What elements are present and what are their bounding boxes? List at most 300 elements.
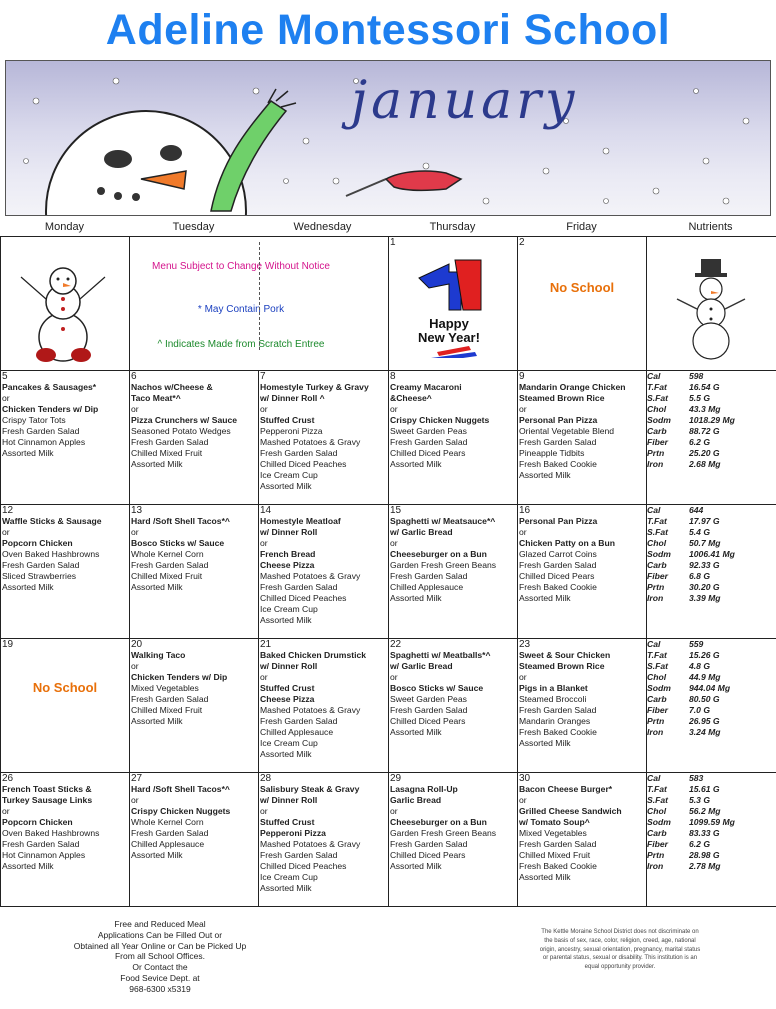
calendar-day: [389, 505, 518, 639]
menu-item: Grilled Cheese Sandwich: [519, 806, 622, 816]
menu-item: or: [2, 527, 10, 537]
menu-item: w/ Garlic Bread: [390, 527, 453, 537]
calendar-day: [389, 773, 518, 907]
menu-item: or: [2, 806, 10, 816]
nutrient-value: 56.2 Mg: [689, 806, 721, 816]
menu-item: Assorted Milk: [131, 850, 183, 860]
menu-item: Pizza Crunchers w/ Sauce: [131, 415, 238, 425]
menu-item: Mandarin Orange Chicken: [519, 382, 626, 392]
menu-item: French Bread: [260, 549, 316, 559]
menu-item: Chilled Mixed Fruit: [519, 850, 591, 860]
footer-line: or parental status, sexual or disability. This institution is an: [542, 955, 698, 962]
calendar-day: [518, 371, 647, 505]
menu-item: Mashed Potatoes & Gravy: [260, 571, 361, 581]
menu-item: Sweet Garden Peas: [390, 426, 467, 436]
nutrient-label: Fiber: [647, 437, 669, 447]
nutrient-value: 1018.29 Mg: [689, 415, 735, 425]
calendar-day: [259, 773, 389, 907]
menu-item: Chilled Diced Pears: [390, 716, 466, 726]
nutrient-value: 598: [689, 371, 704, 381]
day-number: 27: [131, 773, 143, 784]
menu-item: Fresh Garden Salad: [131, 828, 209, 838]
day-number: 13: [131, 505, 143, 516]
menu-item: Salisbury Steak & Gravy: [260, 784, 360, 794]
menu-item: Sweet Garden Peas: [390, 694, 467, 704]
menu-item: Chilled Diced Peaches: [260, 459, 347, 469]
footer-line: The Kettle Moraine School District does not discriminate on: [541, 929, 699, 935]
menu-item: Homestyle Turkey & Gravy: [260, 382, 369, 392]
snowman-cell: [1, 237, 130, 371]
day-header: Thursday: [429, 221, 476, 233]
day-number: 26: [2, 773, 14, 784]
menu-notes: [130, 237, 389, 371]
nutrient-label: Sodm: [647, 817, 671, 827]
note-pork: * May Contain Pork: [197, 304, 285, 315]
menu-item: w/ Dinner Roll: [260, 795, 318, 805]
nondiscrimination-statement: [505, 928, 735, 972]
menu-item: or: [519, 404, 527, 414]
day-header: Monday: [44, 221, 85, 233]
nutrient-label: Chol: [647, 404, 667, 414]
menu-item: or: [390, 538, 398, 548]
menu-item: Assorted Milk: [390, 727, 442, 737]
nutrient-value: 6.2 G: [689, 437, 711, 447]
menu-item: Steamed Broccoli: [519, 694, 587, 704]
nutrient-list: [647, 505, 776, 639]
menu-item: Spaghetti w/ Meatballs*^: [390, 650, 491, 660]
menu-item: Fresh Garden Salad: [519, 705, 597, 715]
no-school-label: No School: [32, 680, 98, 695]
calendar-day: [518, 639, 647, 773]
nutrient-label: S.Fat: [647, 527, 669, 537]
menu-item: Assorted Milk: [390, 459, 442, 469]
footer-line: equal opportunity provider.: [584, 964, 656, 971]
menu-item: Fresh Garden Salad: [519, 560, 597, 570]
menu-item: or: [260, 538, 268, 548]
day-number: 9: [519, 371, 525, 382]
menu-item: Bacon Cheese Burger*: [519, 784, 613, 794]
menu-item: Fresh Garden Salad: [519, 839, 597, 849]
nutrient-label: Cal: [647, 371, 661, 381]
menu-item: Pepperoni Pizza: [260, 828, 326, 838]
menu-item: &Cheese^: [390, 393, 432, 403]
day-number: 30: [519, 773, 531, 784]
menu-item: Fresh Garden Salad: [131, 560, 209, 570]
menu-item: Stuffed Crust: [260, 683, 315, 693]
menu-item: Chilled Mixed Fruit: [131, 571, 203, 581]
menu-item: Chilled Diced Pears: [519, 571, 595, 581]
nutrient-label: Chol: [647, 672, 667, 682]
menu-item: Assorted Milk: [131, 582, 183, 592]
menu-item: or: [390, 672, 398, 682]
calendar-day: [130, 505, 259, 639]
menu-item: Mashed Potatoes & Gravy: [260, 705, 361, 715]
day-number: 1: [390, 237, 396, 248]
day-number: 2: [519, 237, 525, 248]
day-number: 28: [260, 773, 272, 784]
menu-item: Waffle Sticks & Sausage: [2, 516, 102, 526]
nutrient-value: 944.04 Mg: [689, 683, 731, 693]
menu-item: Fresh Garden Salad: [131, 437, 209, 447]
new-year-line2: New Year!: [418, 330, 480, 345]
footer-line: Food Sevice Dept. at: [120, 972, 200, 983]
nutrient-value: 30.20 G: [689, 582, 720, 592]
menu-item: Hot Cinnamon Apples: [2, 850, 86, 860]
nutrient-value: 5.3 G: [689, 795, 711, 805]
nutrient-value: 1006.41 Mg: [689, 549, 735, 559]
menu-item: or: [131, 795, 139, 805]
nutrient-label: Fiber: [647, 705, 669, 715]
menu-item: Pigs in a Blanket: [519, 683, 588, 693]
day-header: Nutrients: [688, 221, 733, 233]
menu-item: Oriental Vegetable Blend: [519, 426, 615, 436]
calendar-day: [259, 505, 389, 639]
menu-item: Chilled Applesauce: [131, 839, 205, 849]
nutrient-label: Carb: [647, 560, 667, 570]
menu-item: Fresh Garden Salad: [131, 694, 209, 704]
nutrient-label: Sodm: [647, 683, 671, 693]
month-title: january: [351, 71, 579, 131]
nutrient-label: Iron: [647, 727, 664, 737]
footer-line: Obtained all Year Online or Can be Picked Up: [73, 940, 247, 951]
menu-item: w/ Garlic Bread: [390, 661, 453, 671]
menu-item: Chilled Mixed Fruit: [131, 705, 203, 715]
nutrient-value: 43.3 Mg: [689, 404, 721, 414]
calendar-day: [130, 773, 259, 907]
menu-item: Fresh Garden Salad: [260, 582, 338, 592]
menu-item: Pineapple Tidbits: [519, 448, 585, 458]
menu-item: Chilled Mixed Fruit: [131, 448, 203, 458]
no-school-label: No School: [549, 280, 615, 295]
menu-item: Chilled Diced Pears: [390, 448, 466, 458]
menu-item: Chilled Diced Pears: [390, 850, 466, 860]
menu-item: Ice Cream Cup: [260, 604, 318, 614]
menu-item: or: [131, 661, 139, 671]
note-change: Menu Subject to Change Without Notice: [152, 261, 330, 272]
menu-item: Assorted Milk: [519, 593, 571, 603]
nutrient-value: 3.39 Mg: [689, 593, 721, 603]
menu-item: Popcorn Chicken: [2, 538, 73, 548]
nutrient-label: Chol: [647, 538, 667, 548]
menu-item: Hard /Soft Shell Tacos*^: [131, 784, 230, 794]
footer-line: 968-6300 x5319: [129, 983, 191, 994]
menu-item: Whole Kernel Corn: [131, 549, 204, 559]
menu-item: Assorted Milk: [260, 883, 312, 893]
menu-item: Steamed Brown Rice: [519, 393, 605, 403]
menu-item: Mixed Vegetables: [519, 828, 587, 838]
nutrient-value: 17.97 G: [689, 516, 720, 526]
menu-item: Fresh Baked Cookie: [519, 582, 597, 592]
calendar-day: [1, 371, 130, 505]
nutrient-label: Sodm: [647, 549, 671, 559]
nutrient-label: Fiber: [647, 839, 669, 849]
nutrient-label: Carb: [647, 426, 667, 436]
nutrient-value: 5.5 G: [689, 393, 711, 403]
menu-item: w/ Dinner Roll: [260, 661, 318, 671]
menu-item: Garden Fresh Green Beans: [390, 560, 497, 570]
nutrient-value: 3.24 Mg: [689, 727, 721, 737]
menu-item: Assorted Milk: [519, 470, 571, 480]
nutrient-value: 16.54 G: [689, 382, 720, 392]
nutrient-list: [647, 773, 776, 907]
menu-item: Assorted Milk: [519, 872, 571, 882]
menu-item: Crispy Tator Tots: [2, 415, 66, 425]
nutrient-label: Prtn: [647, 716, 665, 726]
footer-line: the basis of sex, race, color, religion, creed, age, national: [544, 937, 696, 944]
menu-item: Fresh Garden Salad: [260, 716, 338, 726]
day-number: 12: [2, 505, 14, 516]
day-number: 20: [131, 639, 143, 650]
menu-item: Sweet & Sour Chicken: [519, 650, 611, 660]
nutrient-label: Chol: [647, 806, 667, 816]
snowman-icon: [1, 237, 129, 367]
day-number: 29: [390, 773, 402, 784]
nutrient-label: Prtn: [647, 850, 665, 860]
nutrient-label: Prtn: [647, 582, 665, 592]
nutrient-value: 1099.59 Mg: [689, 817, 735, 827]
day-header: Tuesday: [172, 221, 215, 233]
menu-item: Pancakes & Sausages*: [2, 382, 97, 392]
menu-item: Cheeseburger on a Bun: [390, 817, 487, 827]
nutrient-value: 644: [689, 505, 704, 515]
menu-item: Oven Baked Hashbrowns: [2, 828, 100, 838]
menu-item: Seasoned Potato Wedges: [131, 426, 231, 436]
menu-item: Personal Pan Pizza: [519, 516, 598, 526]
calendar-day: [389, 371, 518, 505]
calendar-day: [1, 773, 130, 907]
nutrient-value: 25.20 G: [689, 448, 720, 458]
calendar-day: [259, 371, 389, 505]
menu-item: Assorted Milk: [519, 738, 571, 748]
nutrient-label: Prtn: [647, 448, 665, 458]
menu-item: Chilled Applesauce: [260, 727, 334, 737]
menu-item: Fresh Garden Salad: [519, 437, 597, 447]
menu-item: Creamy Macaroni: [390, 382, 462, 392]
menu-item: or: [131, 404, 139, 414]
menu-item: Personal Pan Pizza: [519, 415, 598, 425]
nutrient-value: 4.8 G: [689, 661, 711, 671]
footer-line: origin, ancestry, sexual orientation, pregnancy, marital status: [539, 946, 701, 953]
nutrient-value: 88.72 G: [689, 426, 720, 436]
menu-item: or: [260, 806, 268, 816]
nutrient-value: 15.26 G: [689, 650, 720, 660]
menu-item: Nachos w/Cheese &: [131, 382, 213, 392]
menu-item: or: [260, 672, 268, 682]
menu-item: w/ Dinner Roll: [260, 527, 318, 537]
menu-item: Cheese Pizza: [260, 560, 315, 570]
menu-item: Fresh Garden Salad: [260, 448, 338, 458]
january-banner: [5, 60, 771, 216]
menu-item: Fresh Garden Salad: [390, 705, 468, 715]
menu-item: Assorted Milk: [390, 593, 442, 603]
menu-item: Assorted Milk: [260, 481, 312, 491]
menu-item: Cheese Pizza: [260, 694, 315, 704]
menu-item: Steamed Brown Rice: [519, 661, 605, 671]
nutrient-label: T.Fat: [647, 650, 667, 660]
menu-item: Whole Kernel Corn: [131, 817, 204, 827]
nutrient-value: 7.0 G: [689, 705, 711, 715]
nutrient-value: 83.33 G: [689, 828, 720, 838]
menu-item: Hot Cinnamon Apples: [2, 437, 86, 447]
nutrient-label: S.Fat: [647, 393, 669, 403]
menu-item: Garlic Bread: [390, 795, 442, 805]
menu-item: Assorted Milk: [2, 448, 54, 458]
menu-item: Ice Cream Cup: [260, 738, 318, 748]
menu-item: w/ Dinner Roll ^: [260, 393, 325, 403]
nutrient-value: 583: [689, 773, 704, 783]
menu-item: Fresh Garden Salad: [2, 426, 80, 436]
menu-item: Walking Taco: [131, 650, 186, 660]
nutrient-label: Iron: [647, 593, 664, 603]
nutrient-value: 559: [689, 639, 704, 649]
menu-item: Crispy Chicken Nuggets: [131, 806, 231, 816]
menu-item: or: [519, 795, 527, 805]
menu-item: or: [131, 527, 139, 537]
menu-item: or: [519, 672, 527, 682]
menu-item: Baked Chicken Drumstick: [260, 650, 367, 660]
menu-item: Sliced Strawberries: [2, 571, 77, 581]
snowman-hat-icon: [647, 237, 775, 367]
menu-item: Fresh Baked Cookie: [519, 861, 597, 871]
day-header: Friday: [566, 221, 597, 233]
menu-item: Ice Cream Cup: [260, 470, 318, 480]
menu-item: Turkey Sausage Links: [2, 795, 93, 805]
menu-item: or: [2, 393, 10, 403]
menu-item: Fresh Garden Salad: [390, 571, 468, 581]
calendar-day: [518, 237, 647, 371]
happy-new-year-graphic: [389, 248, 517, 358]
menu-item: Stuffed Crust: [260, 415, 315, 425]
footer-line: From all School Offices.: [114, 951, 206, 962]
menu-item: Fresh Garden Salad: [390, 839, 468, 849]
menu-item: Bosco Sticks w/ Sauce: [131, 538, 225, 548]
day-number: 22: [390, 639, 402, 650]
menu-item: Hard /Soft Shell Tacos*^: [131, 516, 230, 526]
nutrient-value: 2.78 Mg: [689, 861, 721, 871]
snowman-hat-cell: [647, 237, 776, 371]
menu-item: Fresh Garden Salad: [2, 560, 80, 570]
calendar-day: [1, 639, 130, 773]
day-number: 6: [131, 371, 137, 382]
menu-item: Taco Meat*^: [131, 393, 181, 403]
footer-line: Or Contact the: [132, 962, 188, 973]
nutrient-value: 50.7 Mg: [689, 538, 721, 548]
menu-item: Chicken Tenders w/ Dip: [2, 404, 99, 414]
menu-item: Chilled Diced Peaches: [260, 593, 347, 603]
nutrient-label: Sodm: [647, 415, 671, 425]
day-number: 8: [390, 371, 396, 382]
nutrient-label: Fiber: [647, 571, 669, 581]
footer-line: Applications Can be Filled Out or: [97, 929, 223, 940]
menu-item: Crispy Chicken Nuggets: [390, 415, 490, 425]
nutrient-label: S.Fat: [647, 661, 669, 671]
menu-item: Mixed Vegetables: [131, 683, 199, 693]
day-number: 21: [260, 639, 272, 650]
nutrient-list: [647, 371, 776, 505]
menu-item: Lasagna Roll-Up: [390, 784, 458, 794]
nutrient-label: Carb: [647, 694, 667, 704]
calendar-day: [518, 773, 647, 907]
day-header: Wednesday: [293, 221, 352, 233]
calendar-day: [518, 505, 647, 639]
menu-item: Ice Cream Cup: [260, 872, 318, 882]
nutrient-list: [647, 639, 776, 773]
nutrient-label: Cal: [647, 639, 661, 649]
day-number: 7: [260, 371, 266, 382]
nutrient-value: 26.95 G: [689, 716, 720, 726]
menu-item: Fresh Garden Salad: [260, 850, 338, 860]
nutrient-value: 92.33 G: [689, 560, 720, 570]
calendar-day: [389, 237, 518, 371]
menu-item: French Toast Sticks &: [2, 784, 92, 794]
nutrient-label: Carb: [647, 828, 667, 838]
menu-calendar: [0, 236, 776, 907]
menu-item: Fresh Baked Cookie: [519, 459, 597, 469]
menu-item: Chicken Patty on a Bun: [519, 538, 615, 548]
weekday-header: [0, 221, 776, 237]
note-scratch: ^ Indicates Made from Scratch Entree: [157, 339, 325, 350]
menu-item: w/ Tomato Soup^: [519, 817, 590, 827]
menu-item: Chilled Diced Peaches: [260, 861, 347, 871]
menu-item: Mashed Potatoes & Gravy: [260, 839, 361, 849]
nutrient-label: Iron: [647, 861, 664, 871]
nutrient-value: 15.61 G: [689, 784, 720, 794]
calendar-day: [389, 639, 518, 773]
day-number: 19: [2, 639, 14, 650]
nutrient-value: 6.2 G: [689, 839, 711, 849]
menu-item: Garden Fresh Green Beans: [390, 828, 497, 838]
menu-item: Assorted Milk: [390, 861, 442, 871]
nutrient-label: T.Fat: [647, 516, 667, 526]
page-title: Adeline Montessori School: [105, 6, 671, 54]
menu-item: or: [260, 404, 268, 414]
nutrient-value: 5.4 G: [689, 527, 711, 537]
menu-item: Assorted Milk: [2, 582, 54, 592]
nutrient-value: 28.98 G: [689, 850, 720, 860]
nutrient-value: 44.9 Mg: [689, 672, 721, 682]
menu-item: Stuffed Crust: [260, 817, 315, 827]
menu-item: Glazed Carrot Coins: [519, 549, 597, 559]
menu-item: Assorted Milk: [260, 749, 312, 759]
menu-item: Assorted Milk: [260, 615, 312, 625]
calendar-day: [130, 639, 259, 773]
menu-item: Pepperoni Pizza: [260, 426, 323, 436]
menu-item: Oven Baked Hashbrowns: [2, 549, 100, 559]
menu-item: Cheeseburger on a Bun: [390, 549, 487, 559]
menu-item: Spaghetti w/ Meatsauce*^: [390, 516, 496, 526]
menu-item: Assorted Milk: [2, 861, 54, 871]
menu-item: Chicken Tenders w/ Dip: [131, 672, 228, 682]
calendar-day: [130, 371, 259, 505]
menu-item: Popcorn Chicken: [2, 817, 73, 827]
menu-item: Mandarin Oranges: [519, 716, 591, 726]
menu-item: Chilled Applesauce: [390, 582, 464, 592]
menu-item: Fresh Baked Cookie: [519, 727, 597, 737]
menu-item: or: [519, 527, 527, 537]
nutrient-label: T.Fat: [647, 382, 667, 392]
day-number: 23: [519, 639, 531, 650]
menu-item: Bosco Sticks w/ Sauce: [390, 683, 484, 693]
day-number: 16: [519, 505, 531, 516]
day-number: 15: [390, 505, 402, 516]
nutrient-value: 6.8 G: [689, 571, 711, 581]
nutrient-label: Cal: [647, 773, 661, 783]
footer-line: Free and Reduced Meal: [114, 919, 206, 929]
menu-item: Mashed Potatoes & Gravy: [260, 437, 361, 447]
nutrient-label: T.Fat: [647, 784, 667, 794]
calendar-day: [1, 505, 130, 639]
nutrient-label: Iron: [647, 459, 664, 469]
